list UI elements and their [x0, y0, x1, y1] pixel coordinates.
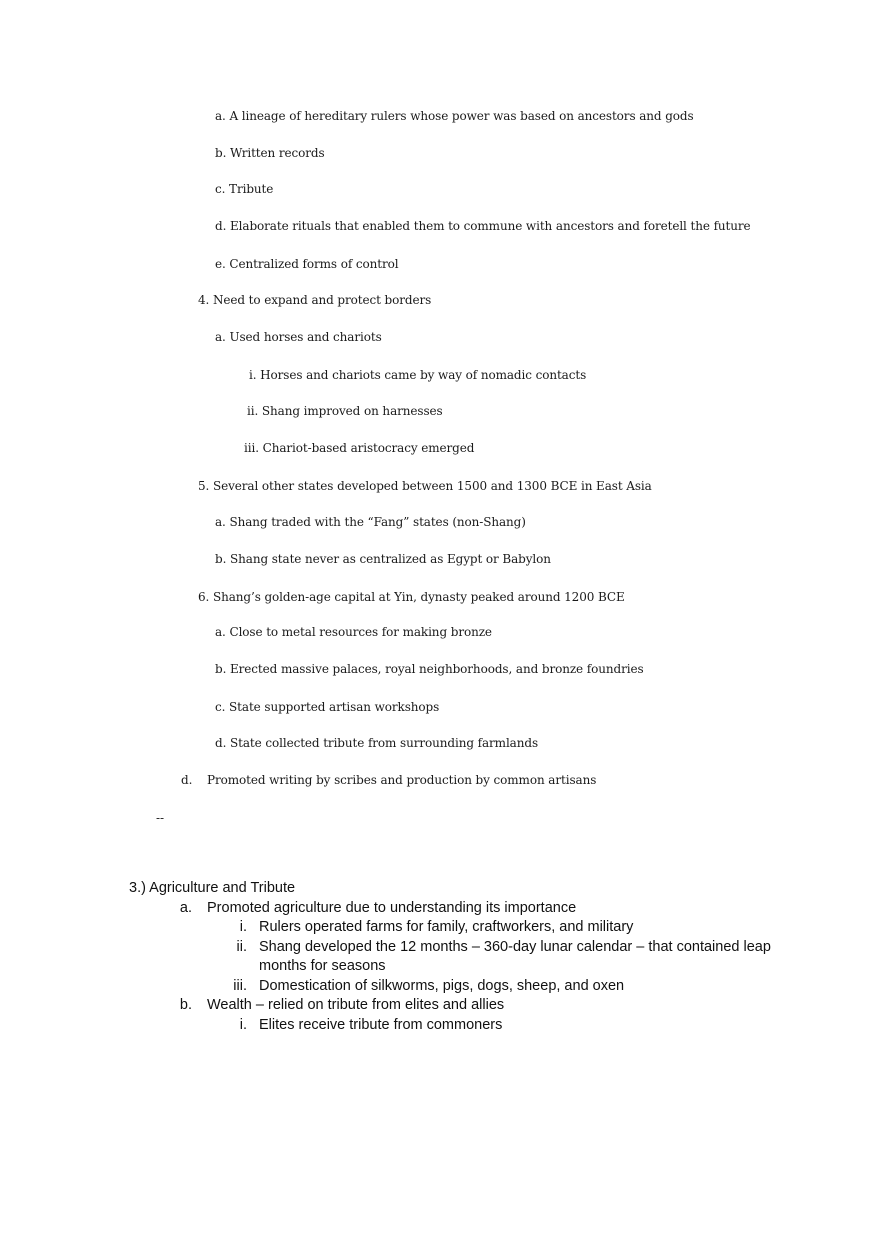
- outline-item: ii. Shang improved on harnesses: [247, 404, 443, 418]
- outline-item: a. Close to metal resources for making bronze: [215, 625, 492, 639]
- list-item: Wealth – relied on tribute from elites and allies: [207, 997, 505, 1013]
- outline-item: e. Centralized forms of control: [215, 257, 399, 271]
- list-item: Shang developed the 12 months – 360-day lunar calendar – that contained leap: [259, 939, 771, 955]
- outline-item: iii. Chariot-based aristocracy emerged: [244, 441, 475, 455]
- list-marker: i.: [239, 919, 247, 935]
- outline-item: b. Shang state never as centralized as Egypt or Babylon: [215, 552, 551, 566]
- list-item: Elites receive tribute from commoners: [259, 1017, 503, 1033]
- list-marker: b.: [179, 997, 192, 1013]
- outline-item: d. Elaborate rituals that enabled them to commune with ancestors and foretell the future: [215, 219, 751, 233]
- outline-item: Promoted writing by scribes and production by common artisans: [207, 773, 597, 787]
- outline-item: b. Written records: [215, 146, 325, 160]
- outline-item: d. State collected tribute from surrounding farmlands: [215, 736, 539, 750]
- list-item: Domestication of silkworms, pigs, dogs, sheep, and oxen: [259, 978, 625, 994]
- outline-item: a. Used horses and chariots: [215, 330, 382, 344]
- list-marker: i.: [239, 1017, 247, 1033]
- list-item: Promoted agriculture due to understanding its importance: [207, 900, 577, 916]
- list-marker: ii.: [236, 939, 247, 955]
- outline-item: 6. Shang’s golden-age capital at Yin, dynasty peaked around 1200 BCE: [198, 590, 625, 604]
- list-marker: iii.: [233, 978, 247, 994]
- list-marker: a.: [179, 900, 192, 916]
- outline-item: b. Erected massive palaces, royal neighborhoods, and bronze foundries: [215, 662, 644, 676]
- outline-item: 5. Several other states developed between 1500 and 1300 BCE in East Asia: [198, 479, 652, 493]
- outline-item: 4. Need to expand and protect borders: [198, 293, 432, 307]
- list-item: Rulers operated farms for family, craftworkers, and military: [259, 919, 634, 935]
- list-item-continuation: months for seasons: [259, 958, 386, 974]
- separator-text: --: [156, 811, 164, 825]
- outline-item: a. A lineage of hereditary rulers whose power was based on ancestors and gods: [215, 109, 694, 123]
- outline-item: a. Shang traded with the “Fang” states (non-Shang): [215, 515, 526, 529]
- outline-item: c. State supported artisan workshops: [215, 700, 440, 714]
- section-heading: 3.) Agriculture and Tribute: [129, 880, 296, 896]
- outline-item: i. Horses and chariots came by way of nomadic contacts: [249, 368, 587, 382]
- outline-item: c. Tribute: [215, 182, 274, 196]
- outline-marker: d.: [181, 773, 193, 787]
